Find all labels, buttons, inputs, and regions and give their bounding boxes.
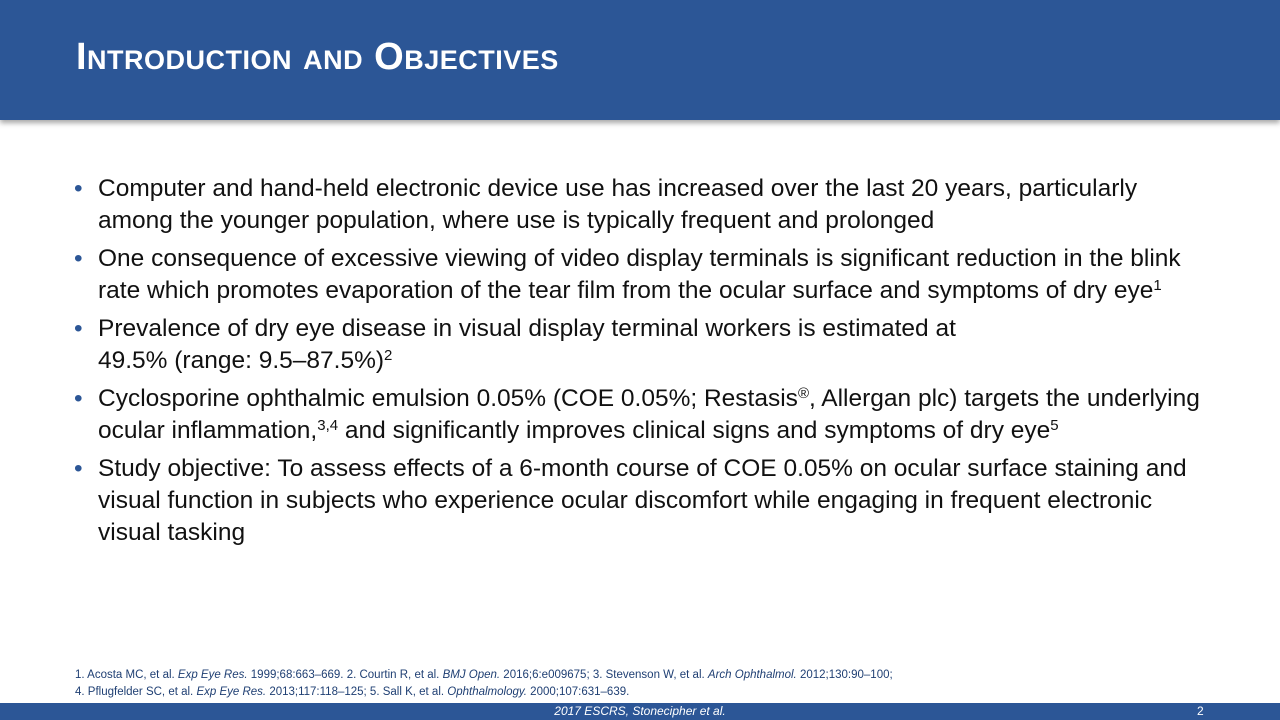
- bullet-item: [74, 173, 1204, 237]
- citation-superscript: 5: [1050, 417, 1059, 434]
- bullet-text: and significantly improves clinical signs and symptoms of dry eye: [338, 417, 1051, 444]
- footer-bar: [0, 703, 1280, 720]
- journal-name: Exp Eye Res.: [177, 669, 248, 681]
- citation-superscript: 3,4: [317, 417, 339, 434]
- bullet-text: Study objective: To assess effects of a 6-month course of COE 0.05% on ocular surface staining and visual function in subjects who experience ocular discomfort while engaging in frequent electronic visual tasking: [98, 455, 1187, 546]
- bullet-text: , Allergan plc) targets the underlying ocular inflammation,: [98, 385, 1200, 444]
- bullet-text: Computer and hand-held electronic device use has increased over the last 20 years, particularly among the younger population, where use is typically frequent and prolonged: [98, 175, 1138, 234]
- reference-line-2: [75, 684, 1225, 701]
- references: [75, 667, 1225, 701]
- citation-superscript: 2: [384, 347, 393, 364]
- reference-text: 1999;68:663–669. 2. Courtin R, et al.: [247, 669, 443, 681]
- journal-name: BMJ Open.: [442, 669, 501, 681]
- reference-line-1: [75, 667, 1225, 684]
- title-bar: [0, 0, 1280, 120]
- bullet-item: [74, 453, 1204, 549]
- bullet-item: [74, 313, 1204, 377]
- bullet-item: [74, 383, 1204, 447]
- bullet-text: 49.5% (range: 9.5–87.5%): [98, 347, 385, 374]
- bullet-text: Prevalence of dry eye disease in visual display terminal workers is estimated at: [98, 315, 956, 342]
- reference-text: 2016;6:e009675; 3. Stevenson W, et al.: [500, 669, 708, 681]
- bullet-text: One consequence of excessive viewing of video display terminals is significant reduction in the blink rate which promotes evaporation of the tear film from the ocular surface and symptoms of dry eye: [98, 245, 1181, 304]
- bullet-list: [74, 173, 1204, 555]
- reference-text: 2000;107:631–639.: [526, 686, 630, 698]
- citation-superscript: 1: [1153, 277, 1162, 294]
- bullet-text: Cyclosporine ophthalmic emulsion 0.05% (COE 0.05%; Restasis: [98, 385, 798, 412]
- journal-name: Exp Eye Res.: [196, 686, 267, 698]
- bullet-item: [74, 243, 1204, 307]
- reference-text: 1. Acosta MC, et al.: [75, 669, 178, 681]
- journal-name: Arch Ophthalmol.: [707, 669, 797, 681]
- slide-title: Introduction and Objectives: [76, 36, 559, 78]
- footer-text: 2017 ESCRS, Stonecipher et al.: [554, 704, 726, 718]
- journal-name: Ophthalmology.: [447, 686, 527, 698]
- registered-mark: ®: [797, 385, 809, 402]
- reference-text: 2013;117:118–125; 5. Sall K, et al.: [266, 686, 448, 698]
- reference-text: 2012;130:90–100;: [796, 669, 893, 681]
- page-number: 2: [1197, 704, 1204, 718]
- reference-text: 4. Pflugfelder SC, et al.: [75, 686, 197, 698]
